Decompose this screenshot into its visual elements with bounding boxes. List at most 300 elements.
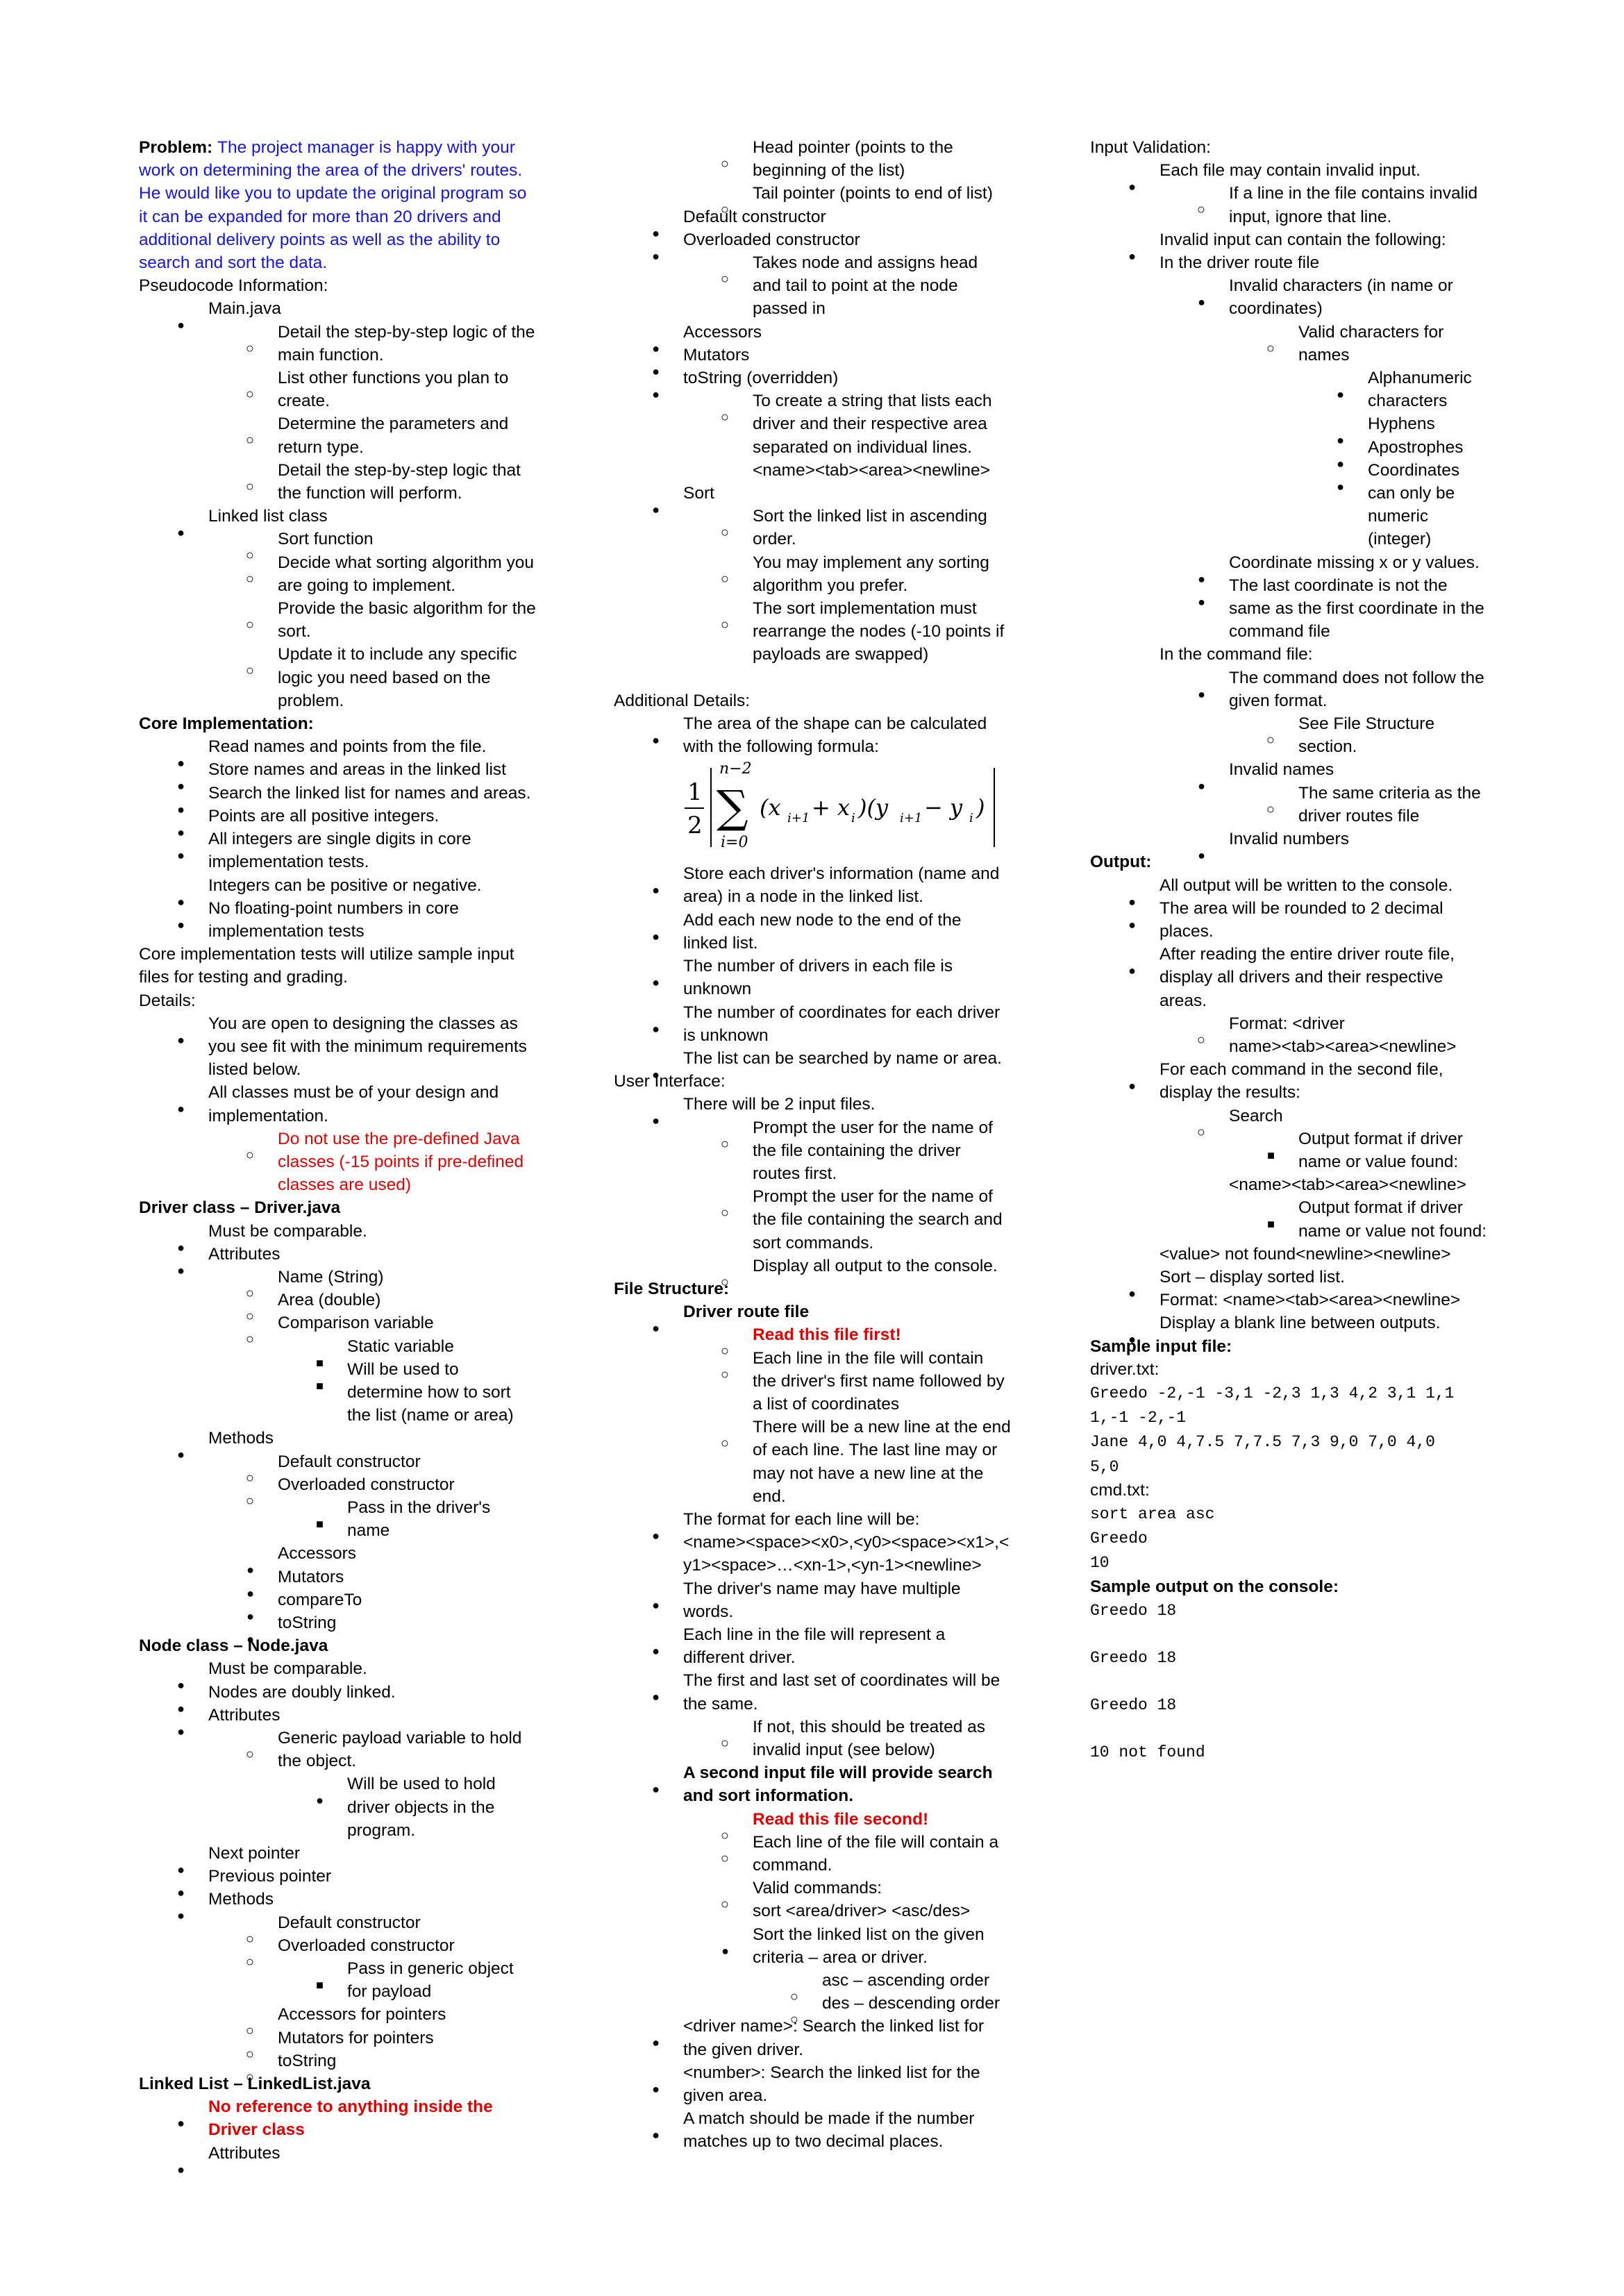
line-text: Accessors for pointers — [278, 2005, 446, 2025]
line-text: work on determining the area of the drivers' routes. — [139, 161, 523, 181]
text-line — [139, 1519, 555, 1542]
text-line — [614, 574, 1016, 597]
text-line — [614, 1439, 1016, 1461]
text-line — [614, 1208, 1016, 1231]
text-line — [614, 1784, 1016, 1807]
list-item — [139, 1704, 555, 1727]
line-text: is unknown — [683, 1025, 769, 1045]
list-item — [139, 2095, 555, 2118]
line-text: Overloaded constructor — [683, 230, 860, 249]
text-line — [1090, 1358, 1507, 1381]
line-text: Additional Details: — [614, 691, 751, 710]
list-item — [614, 1093, 1016, 1116]
list-item — [1090, 782, 1507, 805]
text-line — [139, 1196, 555, 1219]
blank-line — [614, 667, 1016, 689]
line-text: Greedo 18 — [1090, 1601, 1177, 1620]
list-item — [1090, 1196, 1507, 1219]
term-x2: + x — [812, 794, 851, 821]
line-text: Each line in the file will represent a — [683, 1625, 946, 1644]
list-item — [614, 1577, 1016, 1600]
text-line — [139, 389, 555, 412]
line-text: Coordinates — [1368, 460, 1460, 480]
text-line — [139, 274, 555, 297]
list-item — [614, 251, 1016, 274]
list-item — [139, 597, 555, 620]
text-line — [614, 2038, 1016, 2061]
line-text: Format: <name><tab><area><newline> — [1160, 1291, 1461, 1310]
line-text: Overloaded constructor — [278, 1475, 455, 1494]
blank-line — [1090, 1670, 1507, 1693]
line-text: beginning of the list) — [753, 161, 905, 181]
line-text: Read names and points from the file. — [208, 737, 487, 757]
line-text: Default constructor — [683, 207, 826, 226]
text-line — [614, 1600, 1016, 1623]
text-line — [139, 1058, 555, 1081]
list-item — [1090, 321, 1507, 344]
line-text: a list of coordinates — [753, 1394, 900, 1414]
list-item — [139, 1657, 555, 1680]
line-text: numeric — [1368, 507, 1429, 526]
line-text: Accessors — [683, 322, 762, 342]
line-text: Integers can be positive or negative. — [208, 875, 482, 895]
line-text: order. — [753, 530, 796, 549]
line-text: List other functions you plan to — [278, 369, 509, 388]
line-text: command file — [1229, 622, 1330, 642]
text-line — [1090, 620, 1507, 643]
line-text: Takes node and assigns head — [753, 253, 978, 273]
line-text: Nodes are doubly linked. — [208, 1682, 396, 1702]
sum-upper-limit: n−2 — [719, 760, 752, 778]
line-text: driver objects in the — [347, 1798, 495, 1817]
text-line — [139, 1173, 555, 1196]
line-text: name><tab><area><newline> — [1229, 1037, 1457, 1056]
line-text: and sort information. — [683, 1786, 853, 1806]
line-text: classes are used) — [278, 1175, 412, 1195]
line-text: To create a string that lists each — [753, 392, 992, 411]
text-line — [1090, 689, 1507, 712]
list-item — [614, 909, 1016, 932]
text-line — [614, 2130, 1016, 2153]
list-item — [139, 643, 555, 666]
line-text: toString — [278, 2051, 337, 2070]
text-line — [1090, 297, 1507, 320]
line-text: The same criteria as the — [1298, 783, 1481, 803]
line-text: Details: — [139, 991, 196, 1010]
text-line — [139, 920, 555, 943]
list-item — [1090, 897, 1507, 920]
text-line — [1090, 1526, 1507, 1550]
line-text: Prompt the user for the name of — [753, 1118, 993, 1137]
line-text: Sort – display sorted list. — [1160, 1267, 1345, 1287]
list-item — [139, 1865, 555, 1888]
list-item — [614, 1761, 1016, 1784]
list-item — [614, 344, 1016, 367]
list-item — [1090, 274, 1507, 297]
line-text: Core Implementation: — [139, 714, 314, 734]
line-text: For each command in the second file, — [1160, 1060, 1443, 1080]
line-text: separated on individual lines. — [753, 437, 972, 457]
list-item — [1090, 159, 1507, 182]
line-text: The command does not follow the — [1229, 668, 1484, 687]
line-text: main function. — [278, 345, 384, 364]
list-item — [614, 2107, 1016, 2130]
term-y1: )(y — [858, 794, 889, 821]
text-line — [1090, 528, 1507, 551]
list-item — [139, 1081, 555, 1104]
list-item — [139, 1842, 555, 1865]
line-text: Greedo 18 — [1090, 1649, 1177, 1667]
list-item — [1090, 412, 1507, 435]
list-item — [614, 1347, 1016, 1370]
line-text: Tail pointer (points to end of list) — [753, 184, 993, 203]
text-line — [1090, 505, 1507, 528]
text-line — [139, 850, 555, 873]
line-text: Pass in the driver's — [347, 1498, 491, 1517]
list-item — [614, 597, 1016, 620]
text-line — [614, 689, 1016, 712]
list-item — [614, 367, 1016, 389]
text-line — [614, 297, 1016, 320]
text-line — [139, 182, 555, 205]
line-text: Greedo -2,-1 -3,1 -2,3 1,3 4,2 3,1 1,1 — [1090, 1384, 1455, 1402]
line-text: Points are all positive integers. — [208, 806, 440, 826]
text-line — [614, 1854, 1016, 1877]
text-line — [614, 620, 1016, 643]
line-text: Name (String) — [278, 1267, 384, 1287]
text-line — [614, 1162, 1016, 1185]
line-text: matches up to two decimal places. — [683, 2132, 944, 2152]
text-line — [139, 1796, 555, 1819]
list-item — [614, 1508, 1016, 1531]
area-formula — [614, 758, 1016, 862]
list-item — [139, 1727, 555, 1750]
text-line — [1090, 597, 1507, 620]
line-text: Invalid names — [1229, 760, 1334, 780]
line-text: No reference to anything inside the — [208, 2097, 493, 2117]
line-text: the object. — [278, 1752, 357, 1771]
text-line — [614, 1946, 1016, 1969]
line-text: Driver class – Driver.java — [139, 1198, 341, 1218]
line-text: Linked List – LinkedList.java — [139, 2075, 371, 2094]
line-text: Overloaded constructor — [278, 1936, 455, 1955]
line-text: the list (name or area) — [347, 1406, 514, 1425]
text-line — [1090, 850, 1507, 873]
line-text: Pass in generic object — [347, 1959, 514, 1979]
list-item — [614, 482, 1016, 505]
list-item — [614, 1923, 1016, 1946]
line-text: User Interface: — [614, 1072, 726, 1091]
list-item — [614, 712, 1016, 735]
line-text: <name><tab><area><newline> — [753, 460, 990, 480]
text-line — [139, 1035, 555, 1058]
line-text: Do not use the pre-defined Java — [278, 1129, 520, 1148]
list-item — [614, 1116, 1016, 1139]
line-text: The format for each line will be: — [683, 1509, 920, 1529]
list-item — [139, 1589, 555, 1611]
line-text: You may implement any sorting — [753, 553, 989, 572]
list-item — [139, 1128, 555, 1150]
text-line — [1090, 1150, 1507, 1173]
line-text: may not have a new line at the — [753, 1464, 984, 1483]
line-text: Methods — [208, 1429, 274, 1448]
line-text: See File Structure — [1298, 714, 1435, 734]
text-line — [1090, 989, 1507, 1012]
list-item — [1090, 828, 1507, 850]
list-item — [1090, 574, 1507, 597]
line-text: Sample input file: — [1090, 1336, 1232, 1356]
list-item — [139, 551, 555, 574]
sub-i3: i+1 — [900, 811, 923, 826]
list-item — [139, 2142, 555, 2165]
line-text: A second input file will provide search — [683, 1763, 993, 1783]
line-text: Valid characters for — [1298, 322, 1444, 342]
line-text: Default constructor — [278, 1913, 421, 1932]
line-text: it can be expanded for more than 20 drivers and — [139, 207, 501, 226]
line-text: criteria – area or driver. — [753, 1947, 928, 1967]
line-text: additional delivery points as well as the ability to — [139, 230, 501, 249]
line-text: can only be — [1368, 484, 1455, 503]
list-item — [614, 1047, 1016, 1070]
line-text: with the following formula: — [683, 737, 879, 757]
formula-numerator: 1 — [687, 778, 703, 807]
list-item — [139, 1934, 555, 1957]
line-text: The sort implementation must — [753, 599, 977, 619]
line-text: payloads are swapped) — [753, 645, 929, 664]
text-line — [139, 2118, 555, 2141]
line-text: Sample output on the console: — [1090, 1577, 1339, 1596]
line-text: Mutators for pointers — [278, 2028, 434, 2047]
line-text: Main.java — [208, 299, 281, 319]
line-text: Each line of the file will contain a — [753, 1832, 999, 1852]
list-item — [139, 1566, 555, 1589]
text-line — [139, 436, 555, 459]
list-item — [614, 1185, 1016, 1208]
line-text: Accessors — [278, 1544, 357, 1564]
list-item — [614, 1992, 1016, 2015]
list-item — [1090, 758, 1507, 781]
term-close: ) — [976, 794, 985, 821]
line-text: Sort — [683, 484, 714, 503]
list-item — [1090, 943, 1507, 966]
line-text: Provide the basic algorithm for the — [278, 599, 536, 619]
line-text: There will be a new line at the end — [753, 1418, 1011, 1437]
list-item — [139, 1358, 555, 1381]
list-item — [139, 297, 555, 320]
line-text: Output: — [1090, 853, 1152, 872]
list-item — [139, 321, 555, 344]
text-line — [614, 885, 1016, 908]
line-text: Pseudocode Information: — [139, 276, 328, 296]
line-text: The list can be searched by name or area. — [683, 1048, 1002, 1068]
line-text: The area of the shape can be calculated — [683, 714, 987, 733]
line-text: linked list. — [683, 933, 758, 953]
text-line — [139, 1750, 555, 1773]
line-text: driver.txt: — [1090, 1359, 1160, 1379]
line-text: des – descending order — [822, 1994, 1001, 2013]
line-text: Node class – Node.java — [139, 1636, 328, 1656]
list-item — [139, 412, 555, 435]
list-item — [614, 955, 1016, 978]
line-text: driver routes file — [1298, 806, 1420, 826]
line-text: words. — [683, 1602, 734, 1621]
line-text: Each file may contain invalid input. — [1160, 161, 1421, 181]
line-text: y1><space>…<xn-1>,<yn-1><newline> — [683, 1556, 982, 1575]
list-item — [139, 805, 555, 828]
line-text: Search — [1229, 1106, 1283, 1125]
line-text: The number of coordinates for each driver — [683, 1003, 1001, 1022]
list-item — [139, 1266, 555, 1289]
list-item — [139, 1289, 555, 1312]
line-text: Read this file second! — [753, 1809, 929, 1829]
text-line — [614, 1900, 1016, 1922]
text-line — [1090, 1502, 1507, 1526]
sub-i1: i+1 — [787, 811, 810, 826]
text-line — [1090, 482, 1507, 505]
list-item — [139, 828, 555, 850]
line-text: toString (overridden) — [683, 369, 839, 388]
line-text: sort. — [278, 622, 311, 642]
line-text: The first and last set of coordinates will be — [683, 1671, 1001, 1691]
text-line — [139, 159, 555, 182]
list-item — [139, 1473, 555, 1496]
text-line — [1090, 1479, 1507, 1502]
text-line — [614, 1693, 1016, 1716]
line-text: listed below. — [208, 1060, 301, 1080]
list-item — [614, 551, 1016, 574]
text-line — [139, 482, 555, 505]
line-text: No floating-point numbers in core — [208, 898, 459, 918]
line-text: sort <area/driver> <asc/des> — [753, 1902, 971, 1921]
line-text: Add each new node to the end of the — [683, 910, 962, 930]
list-item — [1090, 436, 1507, 459]
line-text: Decide what sorting algorithm you — [278, 553, 535, 572]
list-item — [139, 2027, 555, 2050]
line-text: Must be comparable. — [208, 1221, 367, 1241]
column-left — [139, 136, 555, 2165]
line-text: display all drivers and their respective — [1160, 968, 1443, 987]
line-text: All output will be written to the console. — [1160, 875, 1453, 895]
line-text: you see fit with the minimum requirements — [208, 1037, 527, 1056]
sum-lower-limit: i=0 — [721, 834, 748, 852]
line-text: asc – ascending order — [822, 1971, 990, 1991]
line-text: <value> not found<newline><newline> — [1160, 1244, 1451, 1264]
blank-line — [1090, 1623, 1507, 1645]
list-item — [614, 1416, 1016, 1439]
line-text: Default constructor — [278, 1452, 421, 1471]
line-text: the file containing the search and — [753, 1210, 1003, 1230]
list-item — [139, 459, 555, 482]
line-text: All integers are single digits in core — [208, 830, 471, 849]
line-text: Attributes — [208, 1244, 281, 1264]
list-item — [1090, 1312, 1507, 1334]
list-item — [139, 2050, 555, 2072]
line-text: given area. — [683, 2086, 768, 2106]
list-item — [139, 1773, 555, 1795]
line-text: Driver route file — [683, 1302, 810, 1322]
text-line — [614, 1070, 1016, 1093]
line-text: Detail the step-by-step logic of the — [278, 322, 535, 342]
text-line — [614, 412, 1016, 435]
line-text: Invalid input can contain the following: — [1160, 230, 1446, 249]
text-line — [614, 978, 1016, 1000]
text-line — [614, 1554, 1016, 1577]
list-item — [139, 1496, 555, 1519]
text-line — [1090, 1430, 1507, 1454]
line-text: search and sort the data. — [139, 253, 328, 273]
list-item — [614, 1669, 1016, 1692]
text-line — [614, 1462, 1016, 1485]
line-text: Methods — [208, 1890, 274, 1909]
text-line — [614, 643, 1016, 666]
text-line — [1090, 1455, 1507, 1479]
line-text: Format: <driver — [1229, 1014, 1345, 1033]
list-item — [1090, 1128, 1507, 1150]
line-text: Mutators — [683, 345, 750, 364]
line-text: for payload — [347, 1982, 432, 2002]
line-text: Prompt the user for the name of — [753, 1187, 993, 1207]
line-text: sort area asc — [1090, 1505, 1215, 1523]
text-line — [1090, 1575, 1507, 1598]
line-text: Next pointer — [208, 1844, 301, 1863]
term-x1: (x — [760, 794, 781, 821]
line-text: given format. — [1229, 691, 1328, 710]
line-text: rearrange the nodes (-10 points if — [753, 622, 1005, 642]
list-item — [139, 505, 555, 528]
line-text: Each line in the file will contain — [753, 1348, 984, 1368]
text-line — [139, 966, 555, 989]
list-item — [1090, 551, 1507, 574]
list-item — [1090, 712, 1507, 735]
text-line — [139, 206, 555, 228]
list-item — [614, 1831, 1016, 1854]
text-line — [614, 1393, 1016, 1416]
line-text: display the results: — [1160, 1083, 1300, 1103]
text-line — [139, 667, 555, 689]
line-text: 10 — [1090, 1554, 1110, 1573]
line-text: Attributes — [208, 2143, 281, 2163]
line-text: <driver name>: Search the linked list for — [683, 2017, 985, 2036]
line-text: problem. — [278, 691, 344, 710]
text-line — [1090, 920, 1507, 943]
line-text: All classes must be of your design and — [208, 1083, 499, 1103]
line-text: Store each driver's information (name and — [683, 864, 1000, 884]
list-item — [139, 1611, 555, 1634]
line-text: A match should be made if the number — [683, 2109, 975, 2129]
line-text: Coordinate missing x or y values. — [1229, 553, 1480, 572]
line-text: cmd.txt: — [1090, 1480, 1150, 1500]
list-item — [614, 206, 1016, 228]
line-text: name or value not found: — [1298, 1221, 1487, 1241]
line-text: Sort function — [278, 530, 374, 549]
line-text: name — [347, 1521, 390, 1541]
list-item — [139, 1220, 555, 1243]
text-line — [614, 436, 1016, 459]
text-line — [139, 943, 555, 966]
list-item — [139, 1957, 555, 1980]
line-text: Display a blank line between outputs. — [1160, 1314, 1441, 1333]
text-line — [614, 1370, 1016, 1393]
line-text: create. — [278, 392, 330, 411]
list-item — [614, 1623, 1016, 1646]
list-item — [614, 228, 1016, 251]
list-item — [614, 1877, 1016, 1900]
list-item — [614, 1255, 1016, 1277]
text-line — [614, 1485, 1016, 1508]
line-text: algorithm you prefer. — [753, 576, 908, 595]
line-text: Determine the parameters and — [278, 414, 509, 434]
text-line — [1090, 1693, 1507, 1717]
